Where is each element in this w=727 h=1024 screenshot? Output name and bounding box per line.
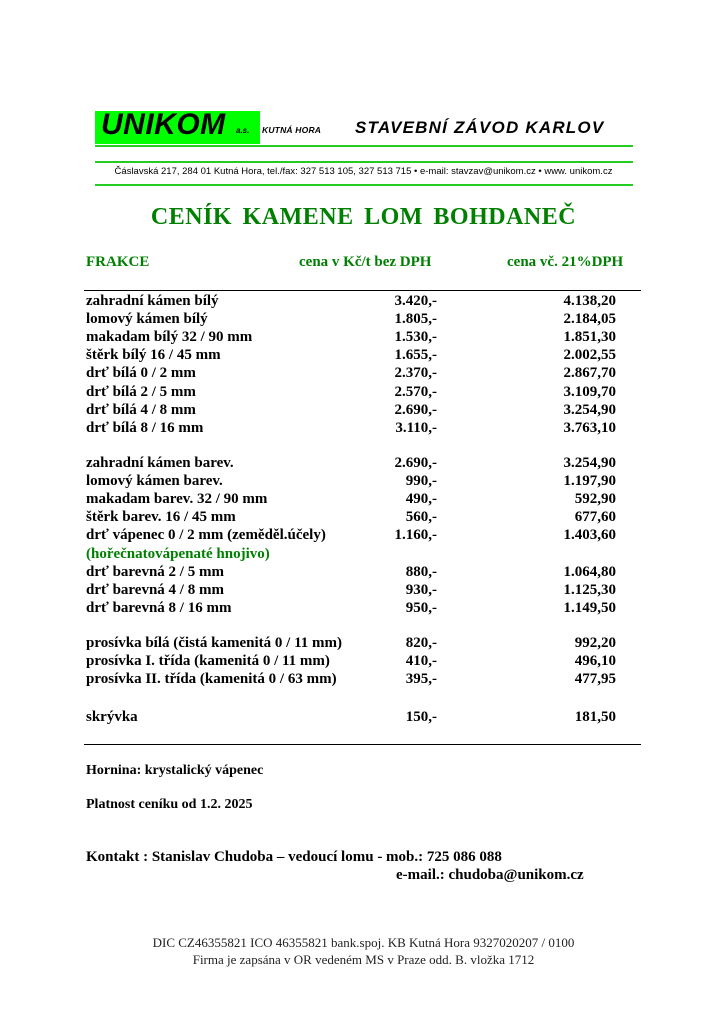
row-fraction: drť bílá 4 / 8 mm (86, 401, 196, 418)
row-fraction: makadam bílý 32 / 90 mm (86, 329, 253, 346)
row-fraction: drť bílá 2 / 5 mm (86, 383, 196, 400)
row-price-vat: 1.197,90 (563, 473, 616, 490)
row-fraction: prosívka I. třída (kamenitá 0 / 11 mm) (86, 653, 330, 670)
row-price-no-vat: 990,- (405, 473, 437, 490)
row-fraction: drť bílá 8 / 16 mm (86, 419, 204, 436)
contact-line: Kontakt : Stanislav Chudoba – vedoucí lomu - mob.: 725 086 088 (86, 849, 502, 865)
row-price-vat: 592,90 (574, 491, 616, 508)
row-fraction: lomový kámen barev. (86, 473, 223, 490)
row-fraction: drť barevná 4 / 8 mm (86, 581, 224, 598)
header-divider-mid (95, 161, 633, 163)
row-price-vat: 1.403,60 (563, 527, 616, 544)
row-price-vat: 3.109,70 (563, 383, 616, 400)
row-fraction: skrývka (86, 709, 138, 725)
footer-bank-info: DIC CZ46355821 ICO 46355821 bank.spoj. KB Kutná Hora 9327020207 / 0100 (152, 935, 575, 950)
row-price-no-vat: 2.370,- (394, 365, 437, 382)
table-row (0, 455, 727, 473)
table-row (0, 671, 727, 689)
table-row (0, 564, 727, 582)
row-fraction: prosívka bílá (čistá kamenitá 0 / 11 mm) (86, 635, 342, 651)
row-price-no-vat: 3.420,- (394, 293, 437, 309)
row-price-no-vat: 410,- (405, 653, 437, 670)
table-row (0, 600, 727, 618)
row-price-no-vat: 880,- (405, 563, 437, 580)
row-price-vat: 2.002,55 (563, 347, 616, 364)
table-row (0, 491, 727, 509)
row-fraction: prosívka II. třída (kamenitá 0 / 63 mm) (86, 671, 337, 688)
row-fraction: zahradní kámen barev. (86, 455, 234, 471)
company-address: Čáslavská 217, 284 01 Kutná Hora, tel./fax: 327 513 105, 327 513 715 • e-mail: stavzav@unikom.cz • www. unikom.cz (114, 166, 613, 177)
row-fraction: makadam barev. 32 / 90 mm (86, 491, 268, 508)
table-row (0, 546, 727, 564)
row-price-vat: 3.254,90 (563, 401, 616, 418)
table-row (0, 709, 727, 727)
row-price-no-vat: 2.690,- (394, 401, 437, 418)
row-fraction: zahradní kámen bílý (86, 293, 219, 309)
row-price-no-vat: 1.530,- (394, 329, 437, 346)
table-row (0, 293, 727, 311)
table-rule-bottom (84, 744, 641, 745)
row-price-vat: 4.138,20 (563, 293, 616, 309)
table-row (0, 402, 727, 420)
row-price-vat: 1.064,80 (563, 563, 616, 580)
row-price-no-vat: 3.110,- (395, 419, 437, 436)
row-fraction: drť bílá 0 / 2 mm (86, 365, 196, 382)
column-price-no-vat: cena v Kč/t bez DPH (299, 254, 432, 270)
header-divider-bottom (95, 184, 633, 186)
footer-registration: Firma je zapsána v OR vedeném MS v Praze odd. B. vložka 1712 (192, 952, 535, 967)
row-price-vat: 3.763,10 (563, 419, 616, 436)
company-logo: UNIKOM (101, 108, 226, 141)
table-row (0, 635, 727, 653)
row-price-vat: 181,50 (574, 709, 616, 725)
row-price-no-vat: 1.805,- (394, 311, 437, 328)
table-row (0, 384, 727, 402)
table-row (0, 311, 727, 329)
validity-date: Platnost ceníku od 1.2. 2025 (86, 797, 253, 812)
table-row (0, 420, 727, 438)
table-row (0, 527, 727, 545)
row-price-vat: 2.867,70 (563, 365, 616, 382)
row-fraction: drť barevná 8 / 16 mm (86, 599, 232, 616)
row-fraction: štěrk bílý 16 / 45 mm (86, 347, 221, 364)
row-price-vat: 3.254,90 (563, 455, 616, 471)
table-rule-top (84, 290, 641, 291)
header-divider-top (95, 145, 633, 147)
logo-suffix: a.s. (236, 126, 250, 135)
row-note: (hořečnatovápenaté hnojivo) (86, 545, 270, 562)
page-title: CENÍK KAMENE LOM BOHDANEČ (150, 204, 577, 230)
table-row (0, 347, 727, 365)
company-city: KUTNÁ HORA (262, 125, 322, 135)
contact-email: e-mail.: chudoba@unikom.cz (396, 867, 584, 883)
row-price-no-vat: 395,- (405, 671, 437, 688)
row-price-no-vat: 1.160,- (394, 527, 437, 544)
table-row (0, 473, 727, 491)
rock-type: Hornina: krystalický vápenec (86, 763, 264, 778)
row-fraction: štěrk barev. 16 / 45 mm (86, 509, 236, 526)
row-fraction: drť vápenec 0 / 2 mm (zeměděl.účely) (86, 527, 326, 544)
row-price-no-vat: 2.690,- (394, 455, 437, 471)
row-price-no-vat: 820,- (405, 635, 437, 651)
row-fraction: lomový kámen bílý (86, 311, 208, 328)
column-fraction: FRAKCE (86, 254, 150, 270)
row-price-no-vat: 560,- (405, 509, 437, 526)
table-row (0, 653, 727, 671)
row-price-vat: 677,60 (574, 509, 616, 526)
table-row (0, 365, 727, 383)
row-price-no-vat: 490,- (405, 491, 437, 508)
plant-name: STAVEBNÍ ZÁVOD KARLOV (355, 118, 605, 137)
column-price-vat: cena vč. 21%DPH (507, 254, 624, 270)
table-row (0, 509, 727, 527)
row-price-vat: 1.851,30 (563, 329, 616, 346)
row-price-vat: 496,10 (574, 653, 616, 670)
row-price-vat: 1.149,50 (563, 599, 616, 616)
row-price-vat: 477,95 (574, 671, 616, 688)
row-price-no-vat: 930,- (405, 581, 437, 598)
row-price-no-vat: 2.570,- (394, 383, 437, 400)
row-price-no-vat: 150,- (405, 709, 437, 725)
row-price-vat: 1.125,30 (563, 581, 616, 598)
row-price-no-vat: 950,- (405, 599, 437, 616)
row-price-no-vat: 1.655,- (394, 347, 437, 364)
row-price-vat: 2.184,05 (563, 311, 616, 328)
row-fraction: drť barevná 2 / 5 mm (86, 563, 224, 580)
row-price-vat: 992,20 (574, 635, 616, 651)
table-row (0, 582, 727, 600)
table-row (0, 329, 727, 347)
